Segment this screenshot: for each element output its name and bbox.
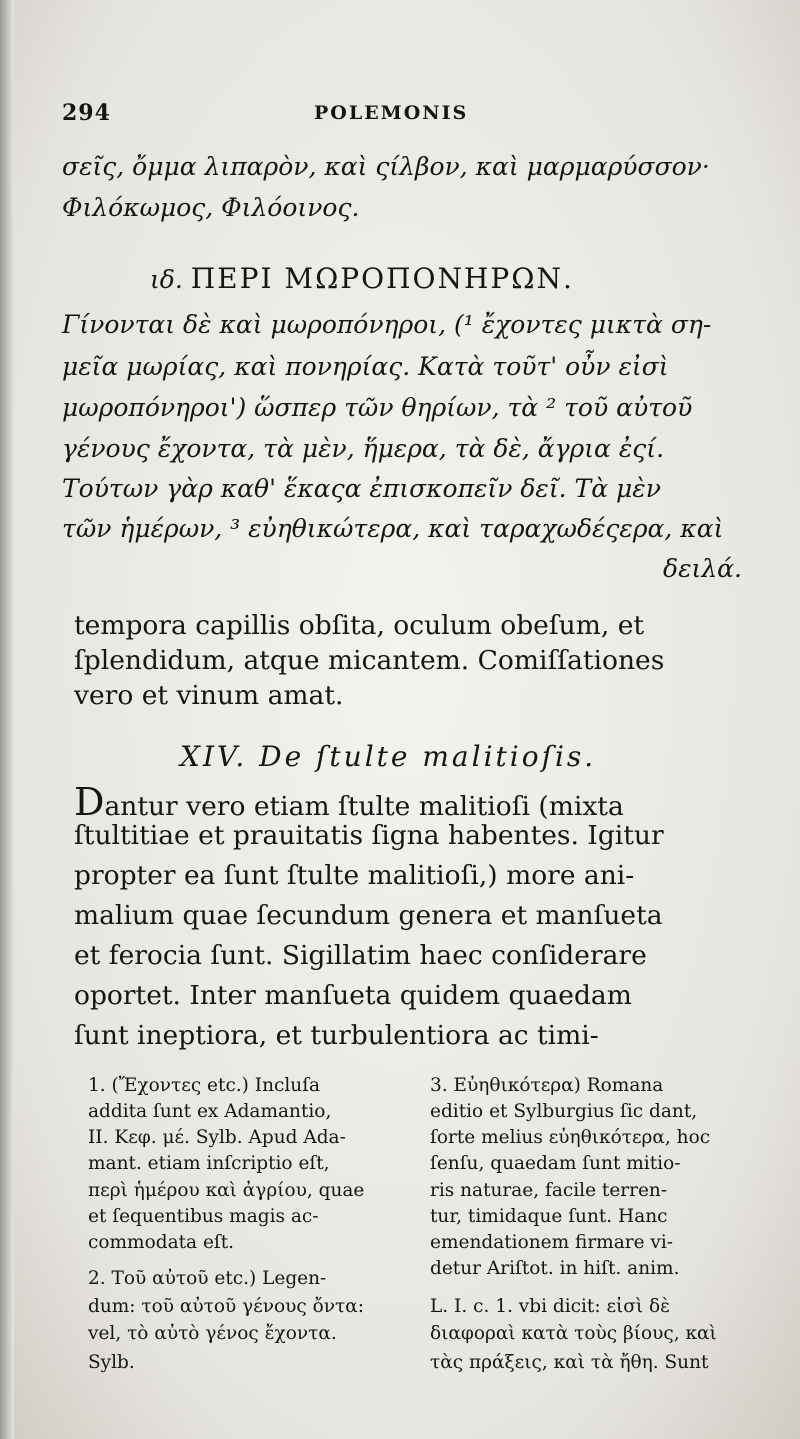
greek-line-1: σεῖς, ὄμμα λιπαρὸν, καὶ ςίλβον, καὶ μαρμαρύσσον·: [62, 152, 710, 181]
greek-line-3: Γίνονται δὲ καὶ μωροπόνηροι, (¹ ἔχοντες μικτὰ ση-: [62, 310, 712, 339]
greek-heading-number: ιδ.: [150, 265, 183, 294]
greek-heading-title: ΠΕΡΙ ΜΩΡΟΠΟΝΗΡΩΝ.: [190, 262, 574, 295]
greek-line-8: τῶν ἡμέρων, ³ εὐηθικώτερα, καὶ ταραχωδέςερα, καὶ: [62, 514, 724, 543]
running-header: [62, 100, 742, 132]
running-title: POLEMONIS: [314, 102, 469, 124]
footnote-left-line: 1. (Ἔχοντες etc.) Incluſa: [88, 1075, 321, 1096]
footnote-left-line: Sylb.: [88, 1352, 135, 1373]
latin-line-10: ſunt ineptiora, et turbulentiora ac timi-: [74, 1020, 599, 1051]
page-number: 294: [62, 100, 111, 126]
latin-line-1: tempora capillis obſita, oculum obeſum, et: [74, 610, 645, 641]
greek-section-heading: [150, 262, 710, 295]
page-gutter-shadow: [0, 0, 14, 1439]
footnote-right-line: διαφοραὶ κατὰ τοὺς βίους, καὶ: [430, 1323, 717, 1344]
greek-line-6: γένους ἔχοντα, τὰ μὲν, ἥμερα, τὰ δὲ, ἄγρια ἐςί.: [62, 434, 665, 463]
footnote-left-line: et ſequentibus magis ac-: [88, 1206, 319, 1227]
latin-line-2: ſplendidum, atque micantem. Comiſſationes: [74, 645, 665, 676]
greek-line-2: Φιλόκωμος, Φιλόοινος.: [62, 193, 360, 222]
footnote-left-line: commodata eſt.: [88, 1232, 235, 1253]
footnote-left-line: dum: τοῦ αὐτοῦ γένους ὄντα:: [88, 1296, 365, 1317]
footnote-right-line: L. I. c. 1. vbi dicit: εἰσὶ δὲ: [430, 1296, 671, 1317]
footnote-right-line: τὰς πράξεις, καὶ τὰ ἤθη. Sunt: [430, 1352, 709, 1373]
footnote-right-line: tur, timidaque ſunt. Hanc: [430, 1206, 668, 1227]
latin-line-4: [74, 780, 734, 824]
latin-line-7: malium quae ſecundum genera et manſueta: [74, 900, 663, 931]
latin-line-6: propter ea ſunt ſtulte malitioſi,) more ani-: [74, 860, 635, 891]
footnote-right-line: ſorte melius εὐηθικότερα, hoc: [430, 1127, 711, 1148]
greek-line-7: Τούτων γὰρ καθ' ἕκαςα ἐπισκοπεῖν δεῖ. Τὰ μὲν: [62, 474, 661, 503]
footnote-left-line: II. Κεφ. μέ. Sylb. Apud Ada-: [88, 1127, 346, 1148]
footnote-right-line: editio et Sylburgius ſic dant,: [430, 1101, 698, 1122]
footnote-left-line: addita ſunt ex Adamantio,: [88, 1101, 332, 1122]
latin-line-4-text: antur vero etiam ſtulte malitioſi (mixta: [104, 791, 624, 822]
footnote-left-line: 2. Τοῦ αὐτοῦ etc.) Legen-: [88, 1268, 327, 1289]
footnote-left-line: vel, τὸ αὐτὸ γένος ἔχοντα.: [88, 1323, 337, 1344]
footnote-right-line: 3. Εὐηθικότερα) Romana: [430, 1075, 664, 1096]
footnote-right-line: ſenſu, quaedam ſunt mitio-: [430, 1153, 681, 1174]
footnote-right-line: detur Ariſtot. in hiſt. anim.: [430, 1258, 680, 1279]
latin-line-5: ſtultitiae et prauitatis ſigna habentes. Igitur: [74, 820, 664, 851]
latin-line-9: oportet. Inter manſueta quidem quaedam: [74, 980, 632, 1011]
footnote-left-line: περὶ ἡμέρου καὶ ἀγρίου, quae: [88, 1180, 365, 1201]
greek-line-5: μωροπόνηροι') ὥσπερ τῶν θηρίων, τὰ ² τοῦ αὐτοῦ: [62, 393, 693, 422]
latin-section-title: XIV. De ſtulte malitioſis.: [180, 740, 597, 773]
drop-cap: D: [74, 780, 105, 824]
footnote-left-line: mant. etiam inſcriptio eſt,: [88, 1153, 330, 1174]
footnote-right-line: emendationem firmare vi-: [430, 1232, 674, 1253]
greek-line-9: δειλά.: [663, 554, 742, 583]
footnote-right-line: ris naturae, facile terren-: [430, 1180, 668, 1201]
latin-line-8: et ferocia ſunt. Sigillatim haec conſiderare: [74, 940, 647, 971]
greek-line-4: μεῖα μωρίας, καὶ πονηρίας. Κατὰ τοῦτ' οὖν εἰσὶ: [62, 352, 669, 381]
latin-line-3: vero et vinum amat.: [74, 680, 344, 711]
